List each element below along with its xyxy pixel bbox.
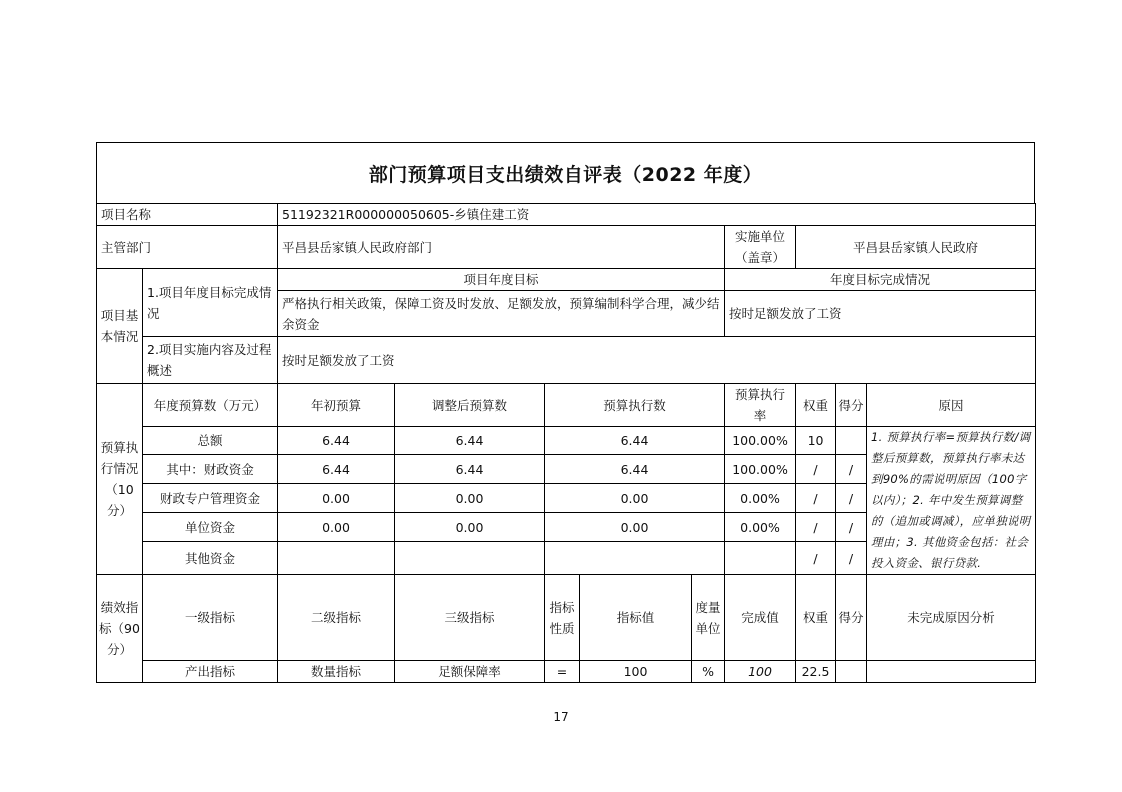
completion-header: 年度目标完成情况 bbox=[725, 269, 1036, 291]
budget-row-rate: 0.00% bbox=[725, 513, 796, 542]
budget-row-adjusted: 0.00 bbox=[395, 513, 545, 542]
budget-row-executed: 6.44 bbox=[545, 427, 725, 455]
budget-row-weight: / bbox=[796, 455, 836, 484]
row-project-name bbox=[97, 204, 1036, 226]
evaluation-sheet bbox=[96, 142, 1035, 683]
budget-header-adjusted: 调整后预算数 bbox=[395, 384, 545, 427]
budget-row-rate: 0.00% bbox=[725, 484, 796, 513]
budget-row-rate: 100.00% bbox=[725, 427, 796, 455]
budget-row-name: 单位资金 bbox=[143, 513, 278, 542]
budget-header-weight: 权重 bbox=[796, 384, 836, 427]
budget-row-executed: 0.00 bbox=[545, 513, 725, 542]
budget-header-initial: 年初预算 bbox=[278, 384, 395, 427]
budget-header-executed: 预算执行数 bbox=[545, 384, 725, 427]
row-goal-headers bbox=[97, 269, 1036, 291]
budget-row bbox=[97, 427, 1036, 455]
implementing-unit-value: 平昌县岳家镇人民政府 bbox=[796, 226, 1036, 269]
perf-row-done: 100 bbox=[725, 661, 796, 683]
perf-header-level1: 一级指标 bbox=[143, 575, 278, 661]
perf-row-score bbox=[836, 661, 867, 683]
budget-row-rate: 100.00% bbox=[725, 455, 796, 484]
content-text: 按时足额发放了工资 bbox=[278, 337, 1036, 384]
perf-row-reason bbox=[867, 661, 1036, 683]
perf-header-weight: 权重 bbox=[796, 575, 836, 661]
budget-section-label: 预算执行情况（10分） bbox=[97, 384, 143, 575]
budget-row-score: / bbox=[836, 513, 867, 542]
performance-section-label: 绩效指标（90分） bbox=[97, 575, 143, 683]
perf-header-done: 完成值 bbox=[725, 575, 796, 661]
goal-header: 项目年度目标 bbox=[278, 269, 725, 291]
form-title: 部门预算项目支出绩效自评表（2022 年度） bbox=[96, 142, 1035, 203]
budget-row-rate bbox=[725, 542, 796, 575]
budget-header-reason: 原因 bbox=[867, 384, 1036, 427]
perf-row-weight: 22.5 bbox=[796, 661, 836, 683]
budget-row-executed: 0.00 bbox=[545, 484, 725, 513]
perf-header-level3: 三级指标 bbox=[395, 575, 545, 661]
project-name-label: 项目名称 bbox=[97, 204, 278, 226]
perf-header-nature: 指标性质 bbox=[545, 575, 580, 661]
budget-row-weight: 10 bbox=[796, 427, 836, 455]
perf-row-value: 100 bbox=[580, 661, 692, 683]
budget-row-weight: / bbox=[796, 513, 836, 542]
budget-row-score bbox=[836, 427, 867, 455]
content-label: 2.项目实施内容及过程概述 bbox=[143, 337, 278, 384]
perf-header-reason: 未完成原因分析 bbox=[867, 575, 1036, 661]
budget-reason-note: 1. 预算执行率=预算执行数/调整后预算数，预算执行率未达到90%的需说明原因（100字以内）；2. 年中发生预算调整的（追加或调减），应单独说明理由；3. 其他资金包括：社会投入资金、银行贷款. bbox=[867, 427, 1036, 575]
goal-text: 严格执行相关政策，保障工资及时发放、足额发放，预算编制科学合理，减少结余资金 bbox=[278, 291, 725, 337]
budget-header-annual: 年度预算数（万元） bbox=[143, 384, 278, 427]
row-performance-headers bbox=[97, 575, 1036, 661]
budget-row-score: / bbox=[836, 542, 867, 575]
budget-row-executed bbox=[545, 542, 725, 575]
implementing-unit-label: 实施单位（盖章） bbox=[725, 226, 796, 269]
budget-row-adjusted: 6.44 bbox=[395, 455, 545, 484]
page-number: 17 bbox=[553, 710, 569, 724]
budget-row-initial: 0.00 bbox=[278, 513, 395, 542]
goal-label: 1.项目年度目标完成情况 bbox=[143, 269, 278, 337]
row-budget-headers bbox=[97, 384, 1036, 427]
perf-row-level3: 足额保障率 bbox=[395, 661, 545, 683]
project-name-value: 51192321R000000050605-乡镇住建工资 bbox=[278, 204, 1036, 226]
budget-row-initial: 6.44 bbox=[278, 427, 395, 455]
budget-row-score: / bbox=[836, 484, 867, 513]
department-value: 平昌县岳家镇人民政府部门 bbox=[278, 226, 725, 269]
budget-row-executed: 6.44 bbox=[545, 455, 725, 484]
evaluation-table bbox=[96, 203, 1036, 683]
perf-header-unit: 度量单位 bbox=[692, 575, 725, 661]
budget-row-name: 财政专户管理资金 bbox=[143, 484, 278, 513]
project-info-section-label: 项目基本情况 bbox=[97, 269, 143, 384]
perf-header-level2: 二级指标 bbox=[278, 575, 395, 661]
budget-row-initial: 6.44 bbox=[278, 455, 395, 484]
budget-row-adjusted: 0.00 bbox=[395, 484, 545, 513]
budget-header-rate: 预算执行率 bbox=[725, 384, 796, 427]
budget-row-weight: / bbox=[796, 542, 836, 575]
row-content-overview bbox=[97, 337, 1036, 384]
perf-header-value: 指标值 bbox=[580, 575, 692, 661]
performance-row bbox=[97, 661, 1036, 683]
budget-row-initial bbox=[278, 542, 395, 575]
budget-header-score: 得分 bbox=[836, 384, 867, 427]
perf-row-level2: 数量指标 bbox=[278, 661, 395, 683]
completion-text: 按时足额发放了工资 bbox=[725, 291, 1036, 337]
budget-row-weight: / bbox=[796, 484, 836, 513]
department-label: 主管部门 bbox=[97, 226, 278, 269]
budget-row-score: / bbox=[836, 455, 867, 484]
perf-row-level1: 产出指标 bbox=[143, 661, 278, 683]
perf-row-nature: = bbox=[545, 661, 580, 683]
budget-row-initial: 0.00 bbox=[278, 484, 395, 513]
perf-header-score: 得分 bbox=[836, 575, 867, 661]
budget-row-adjusted: 6.44 bbox=[395, 427, 545, 455]
budget-row-name: 其他资金 bbox=[143, 542, 278, 575]
perf-row-unit: % bbox=[692, 661, 725, 683]
budget-row-name: 其中：财政资金 bbox=[143, 455, 278, 484]
budget-row-name: 总额 bbox=[143, 427, 278, 455]
row-department bbox=[97, 226, 1036, 269]
budget-row-adjusted bbox=[395, 542, 545, 575]
